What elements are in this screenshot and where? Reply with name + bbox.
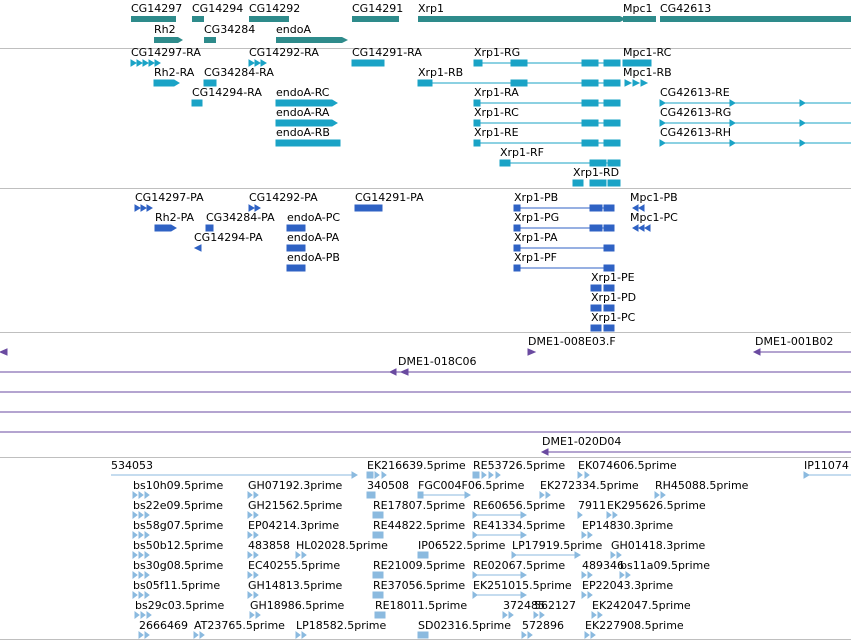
protein-label[interactable]: CG14291-PA xyxy=(355,191,424,204)
est-label[interactable]: EC40255.5prime xyxy=(248,559,341,572)
gene-label[interactable]: CG14292 xyxy=(249,2,301,15)
est-label[interactable]: RE60656.5prime xyxy=(473,499,566,512)
protein-label[interactable]: endoA-PB xyxy=(287,251,340,264)
transcript-label[interactable]: Xrp1-RG xyxy=(474,46,521,59)
protein-label[interactable]: Xrp1-PD xyxy=(591,291,637,304)
transcript-label[interactable]: Xrp1-RA xyxy=(474,86,519,99)
clone-label[interactable]: DME1-020D04 xyxy=(542,435,622,448)
transcript-label[interactable]: Xrp1-RF xyxy=(500,146,544,159)
est-label[interactable]: EK242047.5prime xyxy=(592,599,691,612)
est-label[interactable]: GH18986.5prime xyxy=(250,599,345,612)
est-label[interactable]: RE02067.5prime xyxy=(473,559,566,572)
transcript-label[interactable]: CG42613-RH xyxy=(660,126,732,139)
transcript-label[interactable]: Xrp1-RB xyxy=(418,66,464,79)
transcript-label[interactable]: CG14294-RA xyxy=(192,86,262,99)
transcript-label[interactable]: Mpc1-RB xyxy=(623,66,672,79)
est-label[interactable]: IP06522.5prime xyxy=(418,539,506,552)
protein-label[interactable]: Rh2-PA xyxy=(155,211,195,224)
est-label[interactable]: 7911 xyxy=(578,499,606,512)
est-label[interactable]: bs29c03.5prime xyxy=(135,599,225,612)
est-label[interactable]: EK074606.5prime xyxy=(578,459,677,472)
clones-track xyxy=(0,333,851,457)
protein-label[interactable]: Mpc1-PC xyxy=(630,211,678,224)
est-label[interactable]: 572896 xyxy=(522,619,564,632)
est-label[interactable]: RE41334.5prime xyxy=(473,519,566,532)
transcript-label[interactable]: CG14291-RA xyxy=(352,46,422,59)
est-label[interactable]: RE17807.5prime xyxy=(373,499,466,512)
est-label[interactable]: 340508 xyxy=(367,479,409,492)
est-label[interactable]: EK295626.5prime xyxy=(607,499,706,512)
clone-glyphs[interactable] xyxy=(0,333,851,457)
est-label[interactable]: GH07192.3prime xyxy=(248,479,343,492)
est-glyphs[interactable] xyxy=(0,458,851,641)
est-label[interactable]: 534053 xyxy=(111,459,153,472)
gene-label[interactable]: endoA xyxy=(276,23,311,36)
est-label[interactable]: GH01418.3prime xyxy=(611,539,706,552)
est-label[interactable]: LP17919.5prime xyxy=(512,539,603,552)
protein-label[interactable]: CG34284-PA xyxy=(206,211,275,224)
est-label[interactable]: bs58g07.5prime xyxy=(133,519,224,532)
protein-label[interactable]: Xrp1-PF xyxy=(514,251,557,264)
est-label[interactable]: bs22e09.5prime xyxy=(133,499,224,512)
protein-label[interactable]: Xrp1-PG xyxy=(514,211,560,224)
est-label[interactable]: SD02316.5prime xyxy=(418,619,511,632)
protein-label[interactable]: CG14294-PA xyxy=(194,231,263,244)
protein-label[interactable]: endoA-PA xyxy=(287,231,340,244)
est-label[interactable]: RE37056.5prime xyxy=(373,579,466,592)
transcript-label[interactable]: CG14292-RA xyxy=(249,46,319,59)
clone-label[interactable]: DME1-018C06 xyxy=(398,355,477,368)
protein-label[interactable]: CG14297-PA xyxy=(135,191,204,204)
transcript-label[interactable]: Xrp1-RD xyxy=(573,166,620,179)
est-label[interactable]: RH45088.5prime xyxy=(655,479,749,492)
transcript-label[interactable]: Mpc1-RC xyxy=(623,46,672,59)
est-label[interactable]: HL02028.5prime xyxy=(296,539,388,552)
transcript-label[interactable]: endoA-RA xyxy=(276,106,330,119)
est-label[interactable]: AT23765.5prime xyxy=(194,619,285,632)
protein-label[interactable]: Xrp1-PC xyxy=(591,311,636,324)
protein-label[interactable]: Mpc1-PB xyxy=(630,191,678,204)
est-label[interactable]: RE44822.5prime xyxy=(373,519,466,532)
track-separator xyxy=(0,639,851,640)
est-label[interactable]: 562127 xyxy=(534,599,576,612)
gene-label[interactable]: CG14297 xyxy=(131,2,183,15)
est-label[interactable]: 483858 xyxy=(248,539,290,552)
transcript-label[interactable]: CG14297-RA xyxy=(131,46,201,59)
gene-label[interactable]: CG42613 xyxy=(660,2,712,15)
protein-label[interactable]: CG14292-PA xyxy=(249,191,318,204)
est-label[interactable]: EP04214.3prime xyxy=(248,519,340,532)
est-label[interactable]: bs05f11.5prime xyxy=(133,579,221,592)
transcript-label[interactable]: Xrp1-RE xyxy=(474,126,519,139)
est-label[interactable]: EK227908.5prime xyxy=(585,619,684,632)
transcript-label[interactable]: CG42613-RE xyxy=(660,86,730,99)
protein-label[interactable]: Xrp1-PB xyxy=(514,191,559,204)
transcript-label[interactable]: endoA-RB xyxy=(276,126,330,139)
gene-label[interactable]: CG14294 xyxy=(192,2,244,15)
est-label[interactable]: RE18011.5prime xyxy=(375,599,468,612)
est-label[interactable]: EP22043.3prime xyxy=(582,579,674,592)
est-label[interactable]: bs30g08.5prime xyxy=(133,559,224,572)
gene-label[interactable]: Xrp1 xyxy=(418,2,445,15)
proteins-track xyxy=(0,189,851,332)
est-label[interactable]: EK216639.5prime xyxy=(367,459,466,472)
est-label[interactable]: 489346 xyxy=(582,559,624,572)
est-label[interactable]: 2666469 xyxy=(139,619,188,632)
est-label[interactable]: RE21009.5prime xyxy=(373,559,466,572)
transcript-glyphs[interactable] xyxy=(0,49,851,188)
est-label[interactable]: 372485 xyxy=(503,599,545,612)
est-label[interactable]: LP18582.5prime xyxy=(296,619,387,632)
est-label[interactable]: GH14813.5prime xyxy=(248,579,343,592)
est-label[interactable]: EP14830.3prime xyxy=(582,519,674,532)
est-label[interactable]: bs11a09.5prime xyxy=(620,559,710,572)
transcript-label[interactable]: endoA-RC xyxy=(276,86,330,99)
protein-label[interactable]: endoA-PC xyxy=(287,211,341,224)
est-label[interactable]: GH21562.5prime xyxy=(248,499,343,512)
gene-label[interactable]: CG34284 xyxy=(204,23,256,36)
est-label[interactable]: bs50b12.5prime xyxy=(133,539,224,552)
genes-track xyxy=(0,0,851,48)
est-label[interactable]: FGC004F06.5prime xyxy=(418,479,525,492)
est-label[interactable]: bs10h09.5prime xyxy=(133,479,224,492)
est-label[interactable]: RE53726.5prime xyxy=(473,459,566,472)
transcripts-track xyxy=(0,46,851,188)
transcript-label[interactable]: Rh2-RA xyxy=(154,66,195,79)
clone-label[interactable]: DME1-008E03.F xyxy=(528,335,616,348)
transcript-label[interactable]: CG42613-RG xyxy=(660,106,732,119)
transcript-label[interactable]: Xrp1-RC xyxy=(474,106,519,119)
est-label[interactable]: EK272334.5prime xyxy=(540,479,639,492)
gene-glyphs[interactable] xyxy=(0,0,851,48)
protein-glyphs[interactable] xyxy=(0,189,851,332)
gene-label[interactable]: Mpc1 xyxy=(623,2,653,15)
clone-label[interactable]: DME1-001B02 xyxy=(755,335,834,348)
est-label[interactable]: IP11074 xyxy=(804,459,849,472)
gene-label[interactable]: Rh2 xyxy=(154,23,176,36)
transcript-label[interactable]: CG34284-RA xyxy=(204,66,274,79)
gene-label[interactable]: CG14291 xyxy=(352,2,404,15)
protein-label[interactable]: Xrp1-PE xyxy=(591,271,635,284)
est-label[interactable]: EK251015.5prime xyxy=(473,579,572,592)
protein-label[interactable]: Xrp1-PA xyxy=(514,231,558,244)
ests-track xyxy=(0,458,851,641)
